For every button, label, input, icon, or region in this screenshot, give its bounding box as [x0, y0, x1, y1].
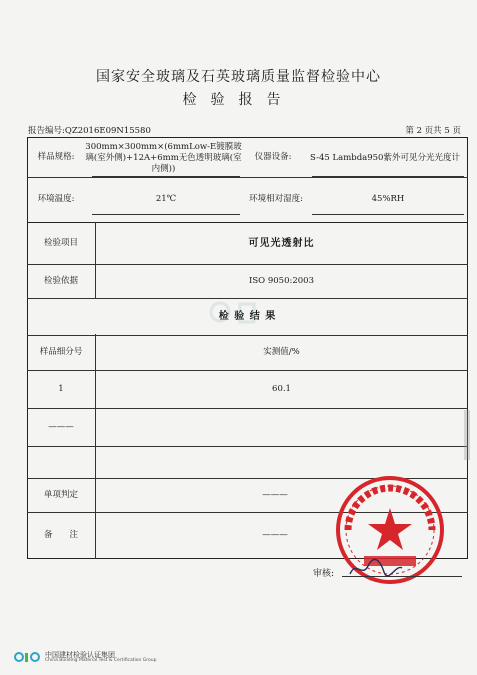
- edge-stamp-icon: [463, 410, 473, 460]
- company-name-cn: 中国建材检验认证集团: [45, 651, 115, 659]
- remarks-label: 备 注: [43, 530, 78, 540]
- remarks-value: ———: [262, 530, 288, 540]
- underline: [92, 176, 240, 177]
- row-divider: [27, 177, 468, 178]
- test-basis-label: 检验依据: [43, 275, 78, 286]
- report-number: 报告编号:QZ2016E09N15580: [28, 126, 151, 136]
- test-item-value: 可见光透射比: [248, 237, 315, 249]
- row-divider: [27, 446, 468, 447]
- report-title: 检验报告: [182, 92, 295, 108]
- ctc-logo-icon: [14, 650, 44, 664]
- sample-no-label: 样品细分号: [39, 347, 83, 357]
- measured-label: 实测值/%: [263, 347, 300, 357]
- judgment-label: 单项判定: [43, 489, 78, 500]
- env-humidity-value: 45%RH: [371, 193, 405, 204]
- signature-icon: [346, 556, 406, 580]
- row1-measured-value: 60.1: [272, 383, 291, 394]
- judgment-value: ———: [262, 489, 288, 500]
- sample-spec-value: 300mm×300mm×(6mmLow-E镀膜玻璃(室外侧)+12A+6mm无色透明玻璃(室内侧)): [85, 141, 242, 174]
- company-name-en: China Building Material Test & Certification Group: [45, 658, 157, 663]
- underline: [312, 176, 464, 177]
- test-item-label: 检验项目: [43, 237, 78, 248]
- env-temp-label: 环境温度:: [37, 193, 75, 204]
- instrument-label: 仪器设备:: [254, 151, 292, 162]
- test-basis-value: ISO 9050:2003: [249, 275, 314, 286]
- watermark-logo-icon: [160, 300, 310, 350]
- page-info: 第 2 页共 5 页: [405, 126, 461, 136]
- instrument-value: S-45 Lambda950紫外可见分光光度计: [310, 152, 460, 163]
- row1-sample-no: 1: [58, 383, 64, 394]
- row2-sample-no: ———: [48, 421, 74, 432]
- reviewer-label: 审核:: [313, 569, 335, 579]
- center-title: 国家安全玻璃及石英玻璃质量监督检验中心: [96, 69, 381, 85]
- env-temp-value: 21℃: [155, 193, 177, 204]
- underline: [312, 214, 464, 215]
- results-header: 检 验 结 果: [218, 311, 277, 322]
- env-humidity-label: 环境相对湿度:: [249, 193, 303, 204]
- sample-spec-label: 样品规格:: [37, 151, 75, 162]
- underline: [92, 214, 240, 215]
